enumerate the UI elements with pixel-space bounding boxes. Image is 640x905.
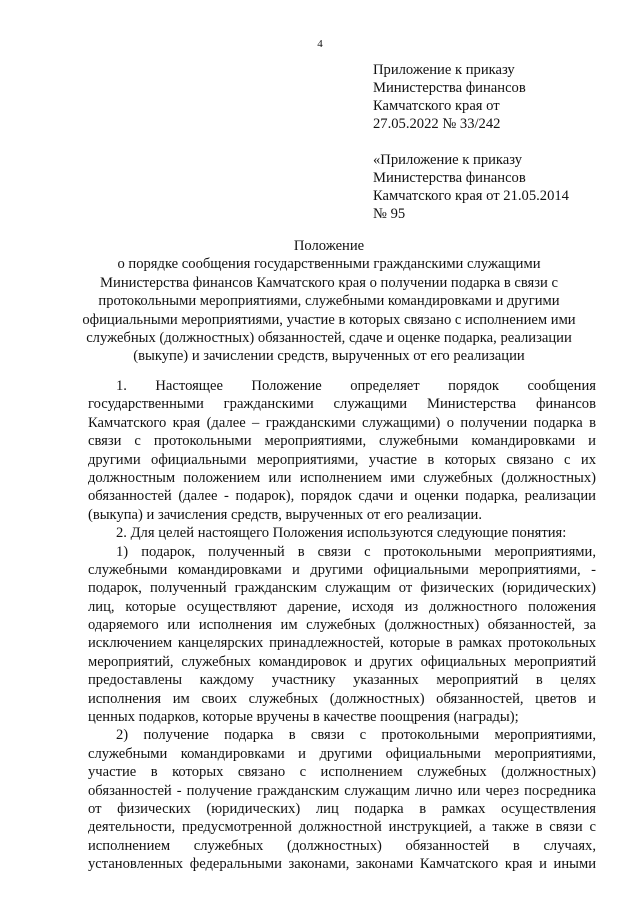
- body-line: обязанностей (далее - подарок), порядок сдачи и оценки подарка, реализации: [88, 488, 596, 505]
- title-line: официальными мероприятиями, участие в которых связано с исполнением ими: [82, 311, 576, 328]
- body-line: исключением канцелярских принадлежностей, которые в рамках протокольных: [88, 635, 596, 652]
- body-line: обязанностей - получение гражданским служащим лично или через посредника: [88, 782, 596, 799]
- body-line: деятельности, предусмотренной должностной инструкцией, а также в связи с: [88, 819, 596, 836]
- body-line: (выкупа) и зачисления средств, вырученных от его реализации.: [88, 506, 482, 523]
- body-line: служебными командировками и другими официальными мероприятиями, -: [88, 561, 596, 578]
- body-line: лиц, которые осуществляют дарение, исходя из должностного положения: [88, 598, 596, 615]
- body-line: Камчатского края (далее – гражданскими служащими) о получении подарка в: [88, 414, 596, 431]
- body-line: исполнением служебных (должностных) обязанностей в случаях,: [88, 837, 596, 854]
- body-line: предоставлены каждому участнику указанных мероприятий в целях: [88, 672, 596, 689]
- body-line: ценных подарков, которые вручены в качестве поощрения (награды);: [88, 709, 519, 726]
- body-line: должностным положением или исполнением ими служебных (должностных): [88, 469, 596, 486]
- body-line: исполнения им своих служебных (должностных) обязанностей, цветов и: [88, 690, 596, 707]
- title-line: протокольными мероприятиями, служебными командировками и другими: [98, 293, 560, 310]
- body-line: от физических (юридических) лиц подарка в рамках осуществления: [88, 800, 596, 817]
- title-line: Министерства финансов Камчатского края о получении подарка в связи с: [100, 274, 558, 291]
- appendix-line: Министерства финансов: [373, 80, 526, 96]
- title-line: служебных (должностных) обязанностей, сдаче и оценке подарка, реализации: [86, 330, 572, 347]
- appendix-line: Министерства финансов: [373, 170, 526, 186]
- body-line: служебными командировками и другими официальными мероприятиями,: [88, 745, 596, 762]
- page-number: 4: [317, 38, 323, 50]
- title-line: о порядке сообщения государственными гражданскими служащими: [117, 256, 541, 273]
- body-line: 2) получение подарка в связи с протокольными мероприятиями,: [116, 727, 596, 744]
- document-body: [88, 377, 596, 874]
- body-line: 1. Настоящее Положение определяет порядок сообщения: [116, 378, 596, 394]
- appendix-line: «Приложение к приказу: [373, 152, 523, 168]
- appendix-line: Камчатского края от: [373, 98, 500, 114]
- body-line: государственными гражданскими служащими Министерства финансов: [88, 396, 596, 413]
- body-line: 1) подарок, полученный в связи с протокольными мероприятиями,: [116, 543, 596, 560]
- body-line: мероприятий, служебных командировок и других официальных мероприятий: [88, 653, 596, 670]
- body-line: одаряемого или исполнения им служебных (должностных) обязанностей, за: [88, 617, 596, 634]
- body-line: участие в которых связано с исполнением служебных (должностных): [88, 764, 596, 781]
- appendix-line: 27.05.2022 № 33/242: [373, 116, 501, 132]
- appendix-original-order: [373, 151, 613, 223]
- document-title: [60, 237, 598, 366]
- body-line: подарок, полученный гражданским служащим от физических (юридических): [88, 580, 596, 597]
- body-line: другими официальными мероприятиями, участие в которых связано с их: [88, 451, 596, 468]
- body-line: 2. Для целей настоящего Положения используются следующие понятия:: [116, 525, 567, 542]
- appendix-current-order: [373, 61, 613, 133]
- appendix-line: № 95: [373, 206, 406, 222]
- appendix-line: Приложение к приказу: [373, 62, 515, 78]
- body-line: связи с протокольными мероприятиями, служебными командировками и: [88, 433, 596, 450]
- body-line: установленных федеральными законами, законами Камчатского края и иными: [88, 856, 596, 873]
- title-line: (выкупе) и зачислении средств, вырученных от его реализации: [133, 348, 525, 365]
- appendix-line: Камчатского края от 21.05.2014: [373, 188, 569, 204]
- title-line: Положение: [293, 238, 365, 254]
